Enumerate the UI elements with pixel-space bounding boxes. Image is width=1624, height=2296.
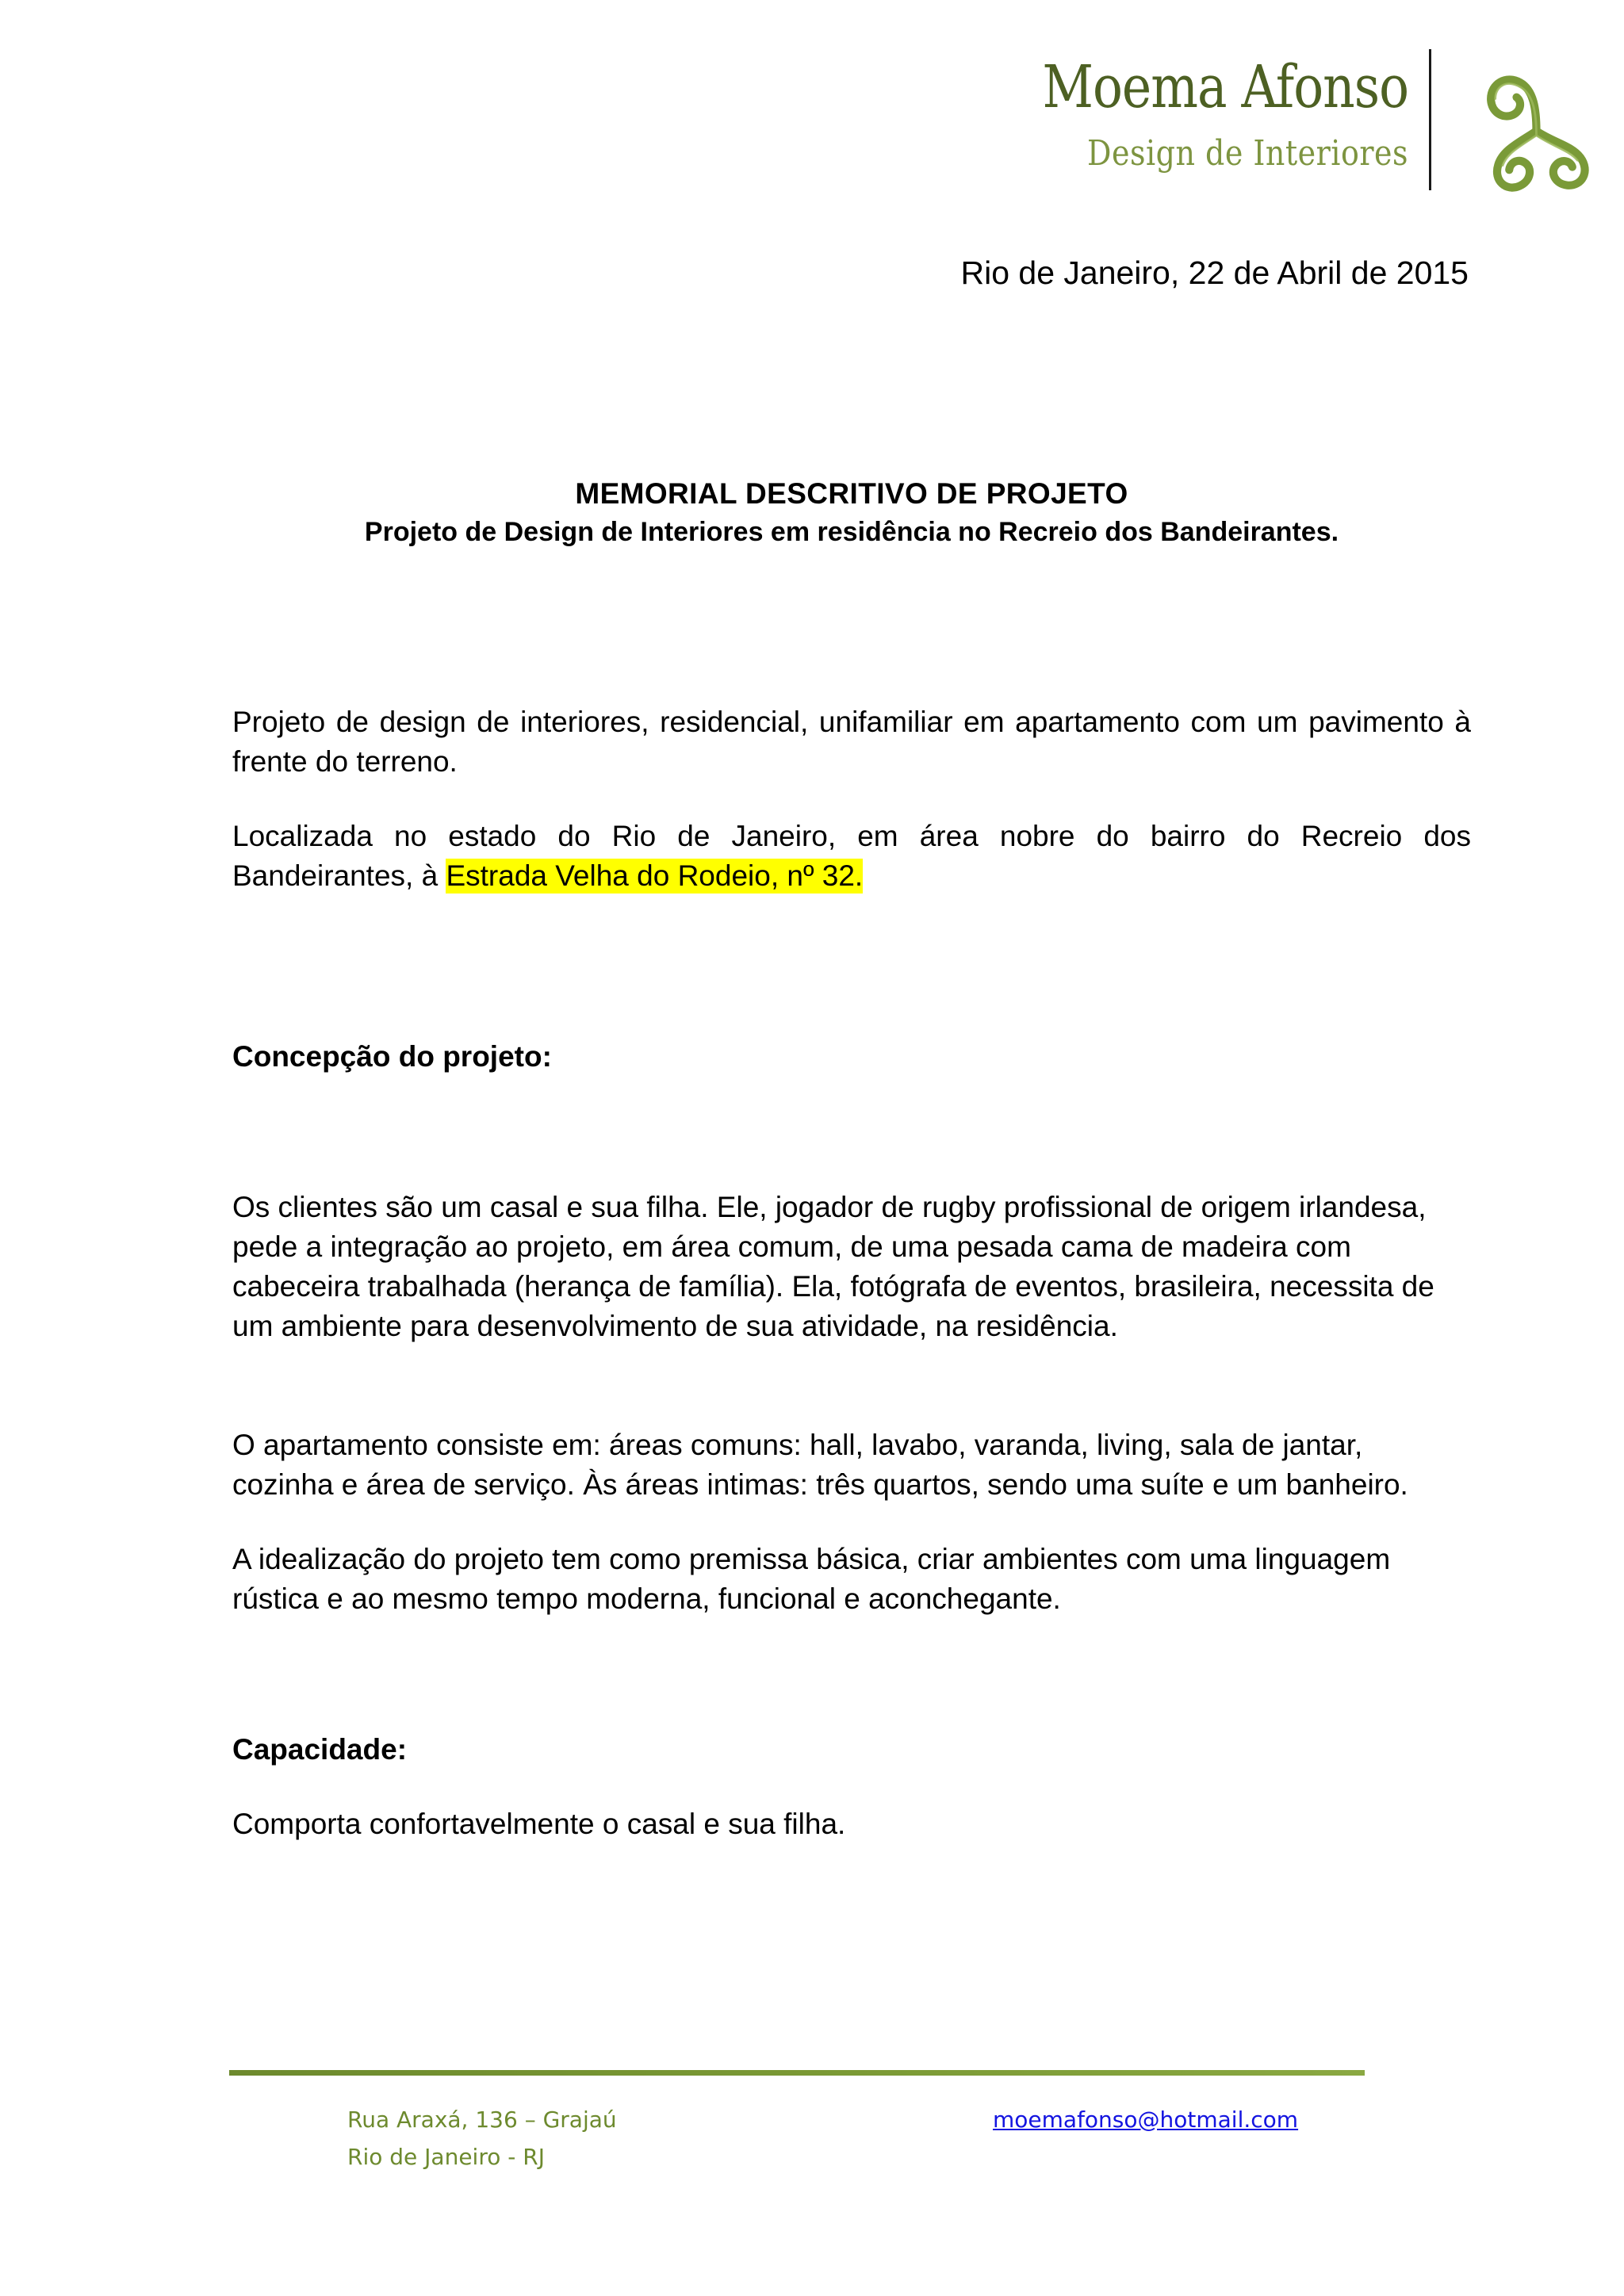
page-subtitle: Projeto de Design de Interiores em residência no Recreio dos Bandeirantes. <box>364 517 1339 548</box>
paragraph-clientes: Os clientes são um casal e sua filha. Ele, jogador de rugby profissional de origem irlandesa, pede a integração ao projeto, em área comum, de uma pesada cama de madeira com cabeceira trabalhada (herança de família). Ela, fotógrafa de eventos, brasileira, necessita de um ambiente para desenvolvimento de sua atividade, na residência. <box>232 1191 1434 1342</box>
brand-name: Moema Afonso <box>1042 52 1408 121</box>
brand-tagline: Design de Interiores <box>1087 132 1408 173</box>
spacer <box>232 1505 1471 1540</box>
footer-address-line1: Rua Araxá, 136 – Grajaú <box>347 2107 617 2133</box>
triskelion-spiral-icon <box>1463 41 1610 196</box>
highlighted-address: Estrada Velha do Rodeio, nº 32. <box>446 859 864 892</box>
footer-address <box>347 2101 617 2175</box>
spacer <box>232 782 1471 817</box>
document-header <box>990 27 1624 209</box>
paragraph-idealizacao: A idealização do projeto tem como premissa básica, criar ambientes com uma linguagem rústica e ao mesmo tempo moderna, funcional e aconchegante. <box>232 1543 1391 1615</box>
location-prefix-text: Localizada no estado do Rio de Janeiro, em área nobre do bairro do Recreio dos Bandeirantes, à <box>232 820 1471 892</box>
footer-email-link[interactable]: moemafonso@hotmail.com <box>993 2107 1299 2133</box>
footer-divider <box>229 2070 1365 2076</box>
date-line: Rio de Janeiro, 22 de Abril de 2015 <box>960 254 1469 291</box>
heading-capacidade: Capacidade: <box>232 1733 408 1766</box>
spacer <box>232 1770 1471 1804</box>
paragraph-intro: Projeto de design de interiores, residencial, unifamiliar em apartamento com um pavimento à frente do terreno. <box>232 706 1471 778</box>
brand-logo <box>1042 27 1610 209</box>
paragraph-capacidade: Comporta confortavelmente o casal e sua filha. <box>232 1808 846 1840</box>
spacer <box>232 1619 1471 1730</box>
title-block <box>232 476 1471 549</box>
paragraph-apartamento: O apartamento consiste em: áreas comuns: hall, lavabo, varanda, living, sala de jantar, cozinha e área de serviço. Às áreas intimas: três quartos, sendo uma suíte e um banheiro. <box>232 1429 1408 1501</box>
document-footer <box>229 2093 1365 2204</box>
paragraph-location <box>232 817 1471 896</box>
spacer <box>232 1077 1471 1188</box>
spacer <box>232 1346 1471 1425</box>
footer-address-line2: Rio de Janeiro - RJ <box>347 2144 545 2170</box>
logo-divider <box>1429 49 1431 190</box>
heading-concepcao: Concepção do projeto: <box>232 1040 552 1073</box>
spacer <box>232 896 1471 1037</box>
document-body <box>232 702 1471 1844</box>
page-title: MEMORIAL DESCRITIVO DE PROJETO <box>575 477 1128 510</box>
brand-logo-text <box>1042 43 1429 193</box>
